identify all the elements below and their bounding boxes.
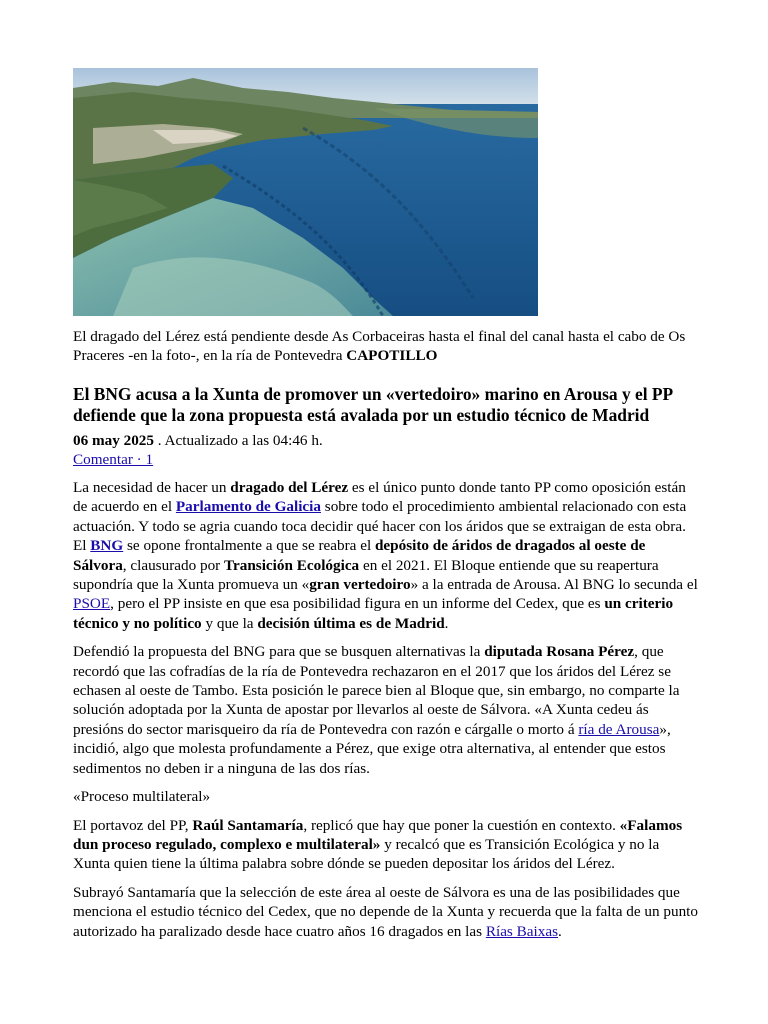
text-span: Subrayó Santamaría que la selección de este área al oeste de Sálvora es una de las posibilidades que menciona el estudio técnico del Cedex, que no depende de la Xunta y recuerda que la falta de un punto autorizado ha paralizado desde hace cuatro años 16 dragados en las bbox=[73, 883, 698, 940]
text-span: , replicó que hay que poner la cuestión en contexto. bbox=[303, 816, 620, 834]
text-span: . bbox=[557, 922, 562, 940]
article-body bbox=[73, 478, 698, 941]
text-span: es el único punto donde tanto PP como oposición están de acuerdo en el bbox=[73, 479, 686, 516]
text-span: La necesidad de hacer un bbox=[73, 479, 231, 496]
bold-span: Raúl Santamaría bbox=[192, 816, 304, 834]
text-span: » a la entrada de Arousa. Al BNG lo secunda el bbox=[410, 576, 698, 594]
bold-span: depósito de áridos de dragados al oeste de Sálvora bbox=[73, 537, 646, 574]
bold-span: gran vertedoiro bbox=[309, 576, 411, 594]
bold-span: un criterio técnico y no político bbox=[73, 595, 674, 632]
photo-credit: CAPOTILLO bbox=[346, 347, 438, 364]
bold-span: «Falamos dun proceso regulado, complexo e multilateral» bbox=[73, 816, 683, 853]
link-psoe[interactable]: PSOE bbox=[73, 595, 111, 613]
article-meta bbox=[73, 432, 698, 469]
text-span: y que la bbox=[201, 614, 258, 632]
bold-span: decisión última es de Madrid bbox=[257, 614, 445, 632]
link-rias-baixas[interactable]: Rías Baixas bbox=[485, 922, 558, 940]
text-span: se opone frontalmente a que se reabra el bbox=[123, 537, 375, 555]
link-parlamento-de-galicia[interactable]: Parlamento de Galicia bbox=[175, 498, 321, 516]
update-time: . Actualizado a las 04:46 h. bbox=[154, 432, 323, 449]
link-bng[interactable]: BNG bbox=[90, 537, 124, 555]
text-span: Defendió la propuesta del BNG para que se busquen alternativas la bbox=[73, 643, 485, 661]
bold-span: dragado del Lérez bbox=[230, 479, 349, 496]
text-span: , pero el PP insiste en que esa posibilidad figura en un informe del Cedex, que es bbox=[110, 595, 605, 613]
link-ria-de-arousa[interactable]: ría de Arousa bbox=[578, 720, 660, 738]
article-page bbox=[73, 68, 698, 941]
text-span: y recalcó que es Transición Ecológica y no la Xunta quien tiene la última palabra sobre dónde se pueden depositar los áridos del Lérez. bbox=[73, 835, 660, 873]
paragraph-1 bbox=[73, 478, 698, 633]
article-photo[interactable] bbox=[73, 68, 538, 316]
article-headline: El BNG acusa a la Xunta de promover un «vertedoiro» marino en Arousa y el PP defiende que la zona propuesta está avalada por un estudio técnico de Madrid bbox=[73, 384, 673, 425]
text-span: , que recordó que las cofradías de la ría de Pontevedra rechazaron en el 2017 que los áridos del Lérez se echasen al oeste de Tambo. Esta posición le parece bien al Bloque que, sin embargo, no comparte la solución adoptada por la Xunta de apostar por llevarlos al oeste de Sálvora. «A Xunta cedeu ás presións do sector marisqueiro da ría de Pontevedra con razón e cárgalle o morto á bbox=[73, 643, 680, 738]
photo-caption bbox=[73, 327, 698, 365]
text-span: , clausurado por bbox=[122, 556, 225, 574]
bold-span: Transición Ecológica bbox=[224, 556, 360, 574]
text-span: El portavoz del PP, bbox=[73, 816, 193, 834]
text-span: en el 2021. El Bloque entiende que su reapertura supondría que la Xunta promueva un « bbox=[73, 556, 659, 594]
comment-link[interactable]: Comentar · 1 bbox=[73, 450, 154, 468]
aerial-estuary-photo-icon bbox=[73, 68, 538, 316]
publish-date: 06 may 2025 bbox=[73, 432, 154, 449]
text-span: sobre todo el procedimiento ambiental relacionado con esta actuación. Y todo se agria cuando toca decidir qué hacer con los áridos que se extraigan de esta obra. El bbox=[73, 498, 687, 555]
paragraph-2 bbox=[73, 642, 698, 778]
text-span: . bbox=[444, 614, 449, 632]
paragraph-3 bbox=[73, 816, 698, 874]
paragraph-4 bbox=[73, 883, 698, 941]
text-span: », incidió, algo que molesta profundamente a Pérez, que exige otra alternativa, al entender que estos sedimentos no deben ir a ninguna de las dos rías. bbox=[73, 720, 671, 777]
subheading: «Proceso multilateral» bbox=[73, 788, 211, 806]
bold-span: diputada Rosana Pérez bbox=[484, 643, 635, 661]
caption-text: El dragado del Lérez está pendiente desde As Corbaceiras hasta el final del canal hasta el cabo de Os Praceres -en la foto-, en la ría de Pontevedra bbox=[73, 328, 686, 364]
